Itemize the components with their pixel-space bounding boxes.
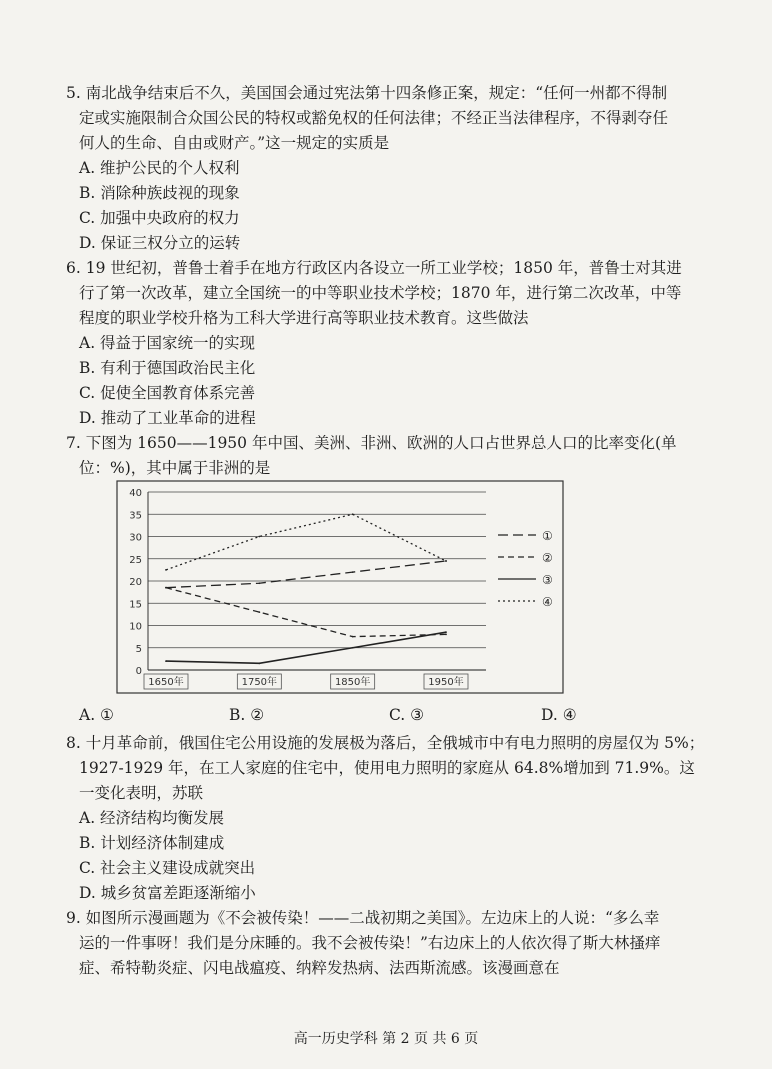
q8-line-2: 1927-1929 年，在工人家庭的住宅中，使用电力照明的家庭从 64.8%增加到 71.9%。这: [79, 759, 695, 777]
y-tick-label: 5: [135, 643, 142, 655]
q5-line-2: 定或实施限制合众国公民的特权或豁免权的任何法律；不经正当法律程序，不得剥夺任: [79, 109, 669, 127]
y-tick-label: 25: [129, 554, 142, 566]
data-point: [352, 636, 354, 638]
q7-line-1: 7. 下图为 1650——1950 年中国、美洲、非洲、欧洲的人口占世界总人口的比率变化(单: [66, 434, 677, 452]
q7-answers: [79, 706, 639, 728]
data-point: [445, 560, 447, 562]
q7-answer-d: D. ④: [541, 706, 577, 724]
q6-option-a: A. 得益于国家统一的实现: [79, 334, 256, 352]
q6-option-c: C. 促使全国教育体系完善: [79, 384, 256, 402]
data-point: [352, 513, 354, 515]
x-tick-label: 1650年: [148, 677, 184, 688]
q8-line-3: 一变化表明，苏联: [79, 784, 204, 802]
x-tick-label: 1950年: [428, 677, 464, 688]
q5-option-d: D. 保证三权分立的运转: [79, 234, 241, 252]
q7-answer-c: C. ③: [389, 706, 425, 724]
series-line-1: [166, 561, 446, 588]
y-tick-label: 20: [129, 577, 142, 588]
legend-label-4: ④: [542, 595, 553, 609]
population-chart: [116, 480, 564, 694]
data-point: [445, 631, 447, 633]
data-point: [165, 569, 167, 571]
q9-line-3: 症、希特勒炎症、闪电战瘟疫、纳粹发热病、法西斯流感。该漫画意在: [79, 959, 560, 977]
q5-option-c: C. 加强中央政府的权力: [79, 209, 240, 227]
y-tick-label: 10: [129, 621, 142, 633]
data-point: [352, 571, 354, 573]
q6-option-d: D. 推动了工业革命的进程: [79, 409, 256, 427]
y-tick-label: 40: [129, 488, 142, 499]
x-tick-label: 1850年: [334, 677, 371, 688]
q8-line-1: 8. 十月革命前，俄国住宅公用设施的发展极为落后，全俄城市中有电力照明的房屋仅为 5%；: [66, 734, 705, 752]
q5-line-3: 何人的生命、自由或财产。”这一规定的实质是: [79, 134, 390, 152]
q6-line-3: 程度的职业学校升格为工科大学进行高等职业技术教育。这些做法: [79, 309, 529, 327]
data-point: [258, 536, 260, 538]
series-line-2: [166, 588, 446, 637]
q5-line-1: 5. 南北战争结束后不久，美国国会通过宪法第十四条修正案，规定：“任何一州都不得制: [66, 84, 668, 102]
x-tick-label: 1750年: [241, 677, 278, 688]
y-tick-label: 35: [129, 510, 142, 522]
q8-option-b: B. 计划经济体制建成: [79, 834, 225, 852]
legend-label-1: ①: [542, 529, 553, 543]
data-point: [165, 660, 167, 662]
page-footer: 高一历史学科 第 2 页 共 6 页: [293, 1031, 479, 1047]
y-tick-label: 30: [129, 532, 142, 544]
q6-option-b: B. 有利于德国政治民主化: [79, 359, 256, 377]
q8-option-a: A. 经济结构均衡发展: [79, 809, 225, 827]
data-point: [258, 662, 260, 664]
q7-line-2: 位：%)，其中属于非洲的是: [79, 459, 271, 477]
legend-label-2: ②: [542, 551, 553, 565]
y-tick-label: 0: [135, 666, 142, 677]
data-point: [258, 582, 260, 584]
q7-answer-a: A. ①: [79, 706, 114, 724]
q9-line-1: 9. 如图所示漫画题为《不会被传染！——二战初期之美国》。左边床上的人说：“多么幸: [66, 909, 660, 927]
legend-label-3: ③: [542, 573, 553, 587]
q5-option-a: A. 维护公民的个人权利: [79, 159, 240, 177]
q8-option-c: C. 社会主义建设成就突出: [79, 859, 256, 877]
data-point: [258, 611, 260, 613]
data-point: [352, 647, 354, 649]
data-point: [165, 587, 167, 589]
q5-option-b: B. 消除种族歧视的现象: [79, 184, 240, 202]
series-line-4: [166, 514, 446, 570]
q8-option-d: D. 城乡贫富差距逐渐缩小: [79, 884, 256, 902]
data-point: [445, 634, 447, 636]
y-tick-label: 15: [129, 599, 142, 611]
q9-line-2: 运的一件事呀！我们是分床睡的。我不会被传染！”右边床上的人依次得了斯大林搔痒: [79, 934, 661, 952]
population-chart-svg: [116, 480, 564, 694]
q7-answer-b: B. ②: [229, 706, 265, 724]
q6-line-2: 行了第一次改革，建立全国统一的中等职业技术学校；1870 年，进行第二次改革，中等: [79, 284, 682, 302]
q6-line-1: 6. 19 世纪初，普鲁士着手在地方行政区内各设立一所工业学校；1850 年，普鲁士对其进: [66, 259, 682, 277]
